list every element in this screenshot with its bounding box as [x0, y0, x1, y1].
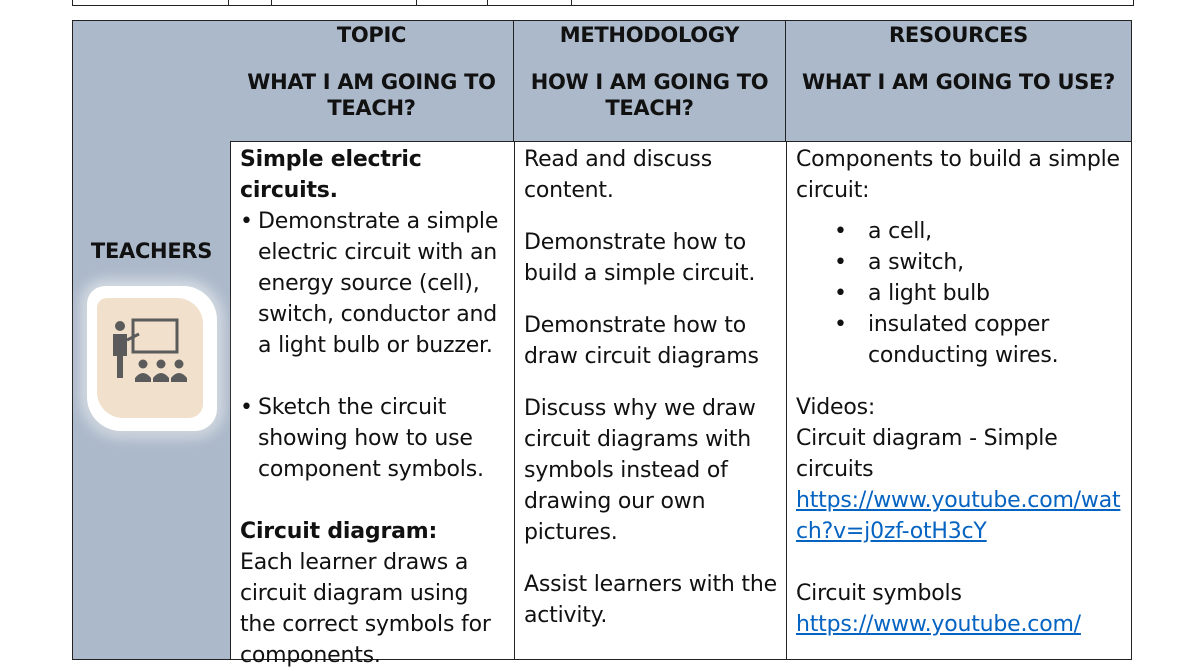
resources-cell: [786, 142, 1131, 659]
topic-header: [230, 21, 514, 142]
resources-header: [786, 21, 1131, 142]
topic-header-subtitle: WHAT I AM GOING TO TEACH?: [247, 70, 496, 120]
role-label: TEACHERS: [90, 239, 213, 263]
circuit-diagram-heading: Circuit diagram:: [240, 519, 438, 544]
methodology-header-title: METHODOLOGY: [559, 23, 740, 47]
methodology-paragraph: Assist learners with the activity.: [524, 572, 777, 628]
previous-table-bottom: [72, 0, 1134, 6]
methodology-header: [514, 21, 786, 142]
resources-header-subtitle: WHAT I AM GOING TO USE?: [802, 70, 1115, 94]
methodology-paragraph: Read and discuss content.: [524, 147, 712, 203]
resources-intro: Components to build a simple circuit:: [796, 147, 1120, 203]
component-item: • a cell,: [796, 216, 1125, 247]
topic-bullet: • Demonstrate a simple electric circuit with an energy source (cell), switch, conductor and a light bulb or buzzer.: [240, 206, 508, 361]
topic-bullet-list: [240, 206, 508, 485]
topic-bullet: • Sketch the circuit showing how to use component symbols.: [240, 392, 508, 485]
component-item: • a light bulb: [796, 278, 1125, 309]
methodology-paragraph: Demonstrate how to draw circuit diagrams: [524, 313, 759, 369]
teacher-icon-frame: [87, 286, 217, 431]
role-column: [73, 21, 231, 659]
methodology-paragraph: Discuss why we draw circuit diagrams with symbols instead of drawing our own pictures.: [524, 396, 756, 545]
component-list: [796, 216, 1125, 371]
resources-header-title: RESOURCES: [889, 23, 1028, 47]
topic-cell: [230, 142, 515, 668]
video-link[interactable]: https://www.youtube.com/: [796, 612, 1081, 637]
video-title: Circuit diagram - Simple circuits: [796, 426, 1058, 482]
topic-heading: Simple electric circuits.: [240, 147, 422, 203]
video-link[interactable]: https://www.youtube.com/watch?v=j0zf-otH3cY: [796, 488, 1121, 544]
methodology-header-subtitle: HOW I AM GOING TO TEACH?: [530, 70, 769, 120]
video-title: Circuit symbols: [796, 581, 962, 606]
topic-header-title: TOPIC: [336, 23, 407, 47]
teacher-icon: [97, 298, 203, 418]
component-item: • a switch,: [796, 247, 1125, 278]
component-item: • insulated copper conducting wires.: [796, 309, 1125, 371]
lesson-plan-table: [72, 20, 1132, 668]
videos-label: Videos:: [796, 395, 876, 420]
teacher-presentation-icon: [107, 318, 193, 394]
methodology-cell: [514, 142, 787, 659]
circuit-diagram-text: Each learner draws a circuit diagram using the correct symbols for components.: [240, 550, 491, 668]
methodology-paragraph: Demonstrate how to build a simple circuit.: [524, 230, 756, 286]
